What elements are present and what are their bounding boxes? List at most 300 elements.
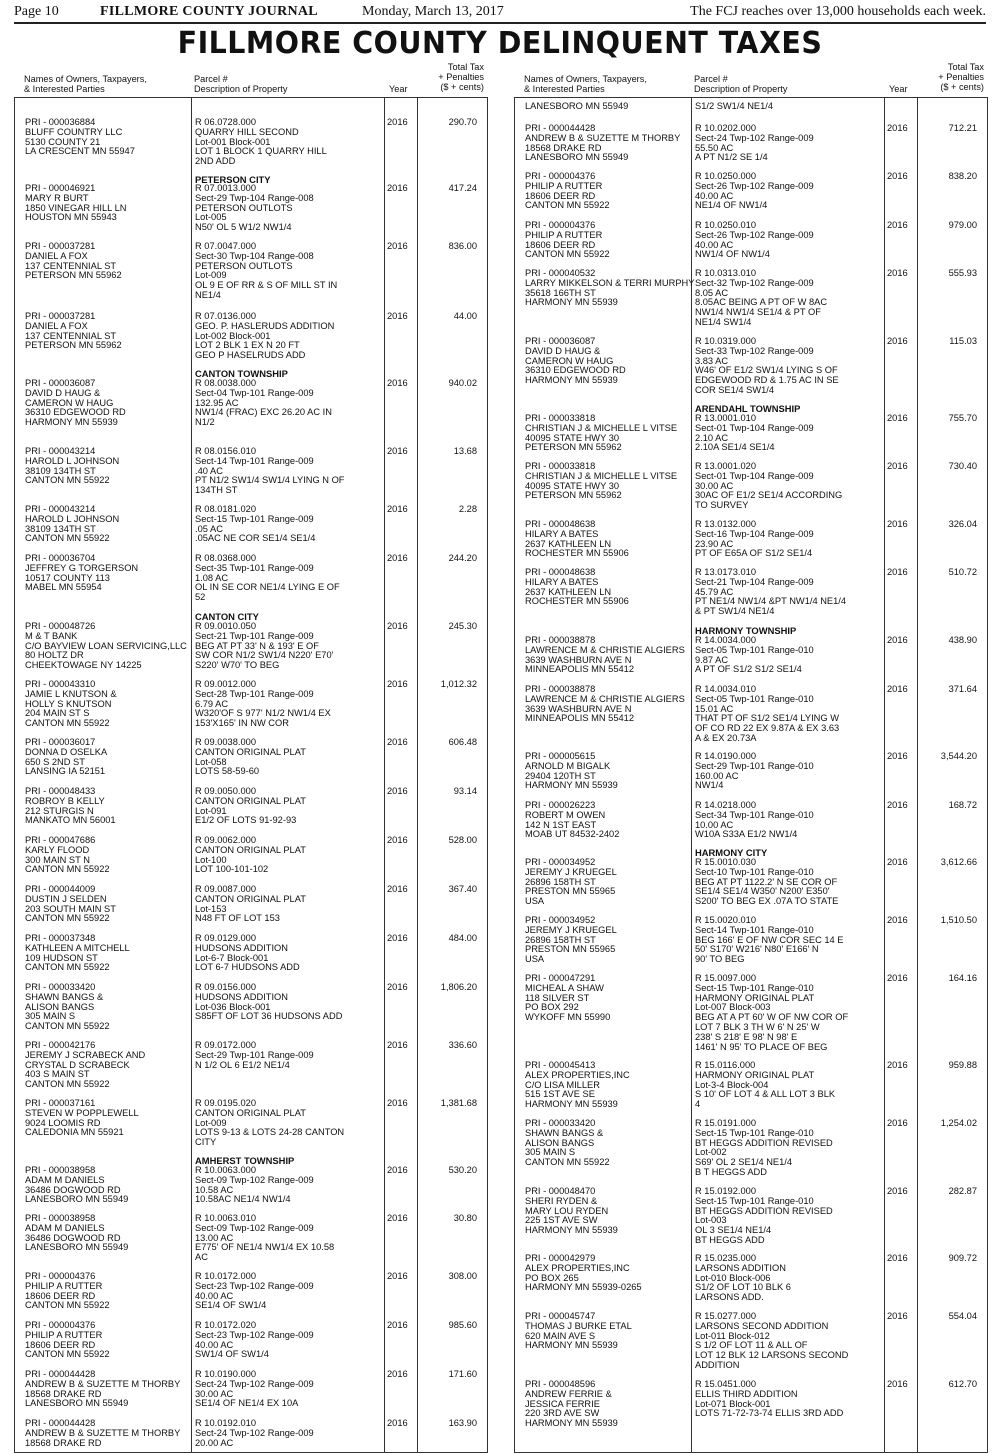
owner-info: PRI - 000044428 ANDREW B & SUZETTE M THORBY 18568 DRAKE RD LANESBORO MN 55949 <box>525 123 681 163</box>
parcel-line: Sect-16 Twp-104 Range-009 <box>695 528 814 539</box>
tax-amount: 326.04 <box>948 519 977 529</box>
header-parcel: Parcel # Description of Property <box>694 74 788 94</box>
parcel-line: Sect-24 Twp-102 Range-009 <box>195 1427 314 1438</box>
tax-record <box>515 858 987 907</box>
tax-amount: 2.28 <box>458 504 477 514</box>
parcel-line: E775' OF NE1/4 NW1/4 EX 10.58 <box>195 1242 335 1253</box>
parcel-line: Sect-28 Twp-101 Range-009 <box>195 688 314 699</box>
tax-record <box>15 311 487 361</box>
tax-year: 2016 <box>887 751 908 761</box>
section-heading: CANTON CITY <box>195 611 259 622</box>
tax-year: 2016 <box>887 684 908 694</box>
parcel-line: HUDSONS ADDITION <box>195 991 288 1002</box>
parcel-line: 8.05 AC <box>695 287 729 298</box>
tax-record <box>15 505 487 544</box>
tax-record <box>15 934 487 973</box>
parcel-description <box>195 885 381 924</box>
tax-record <box>515 973 987 1052</box>
tax-amount: 367.40 <box>448 884 477 894</box>
parcel-description <box>195 738 381 777</box>
parcel-line: BEG AT A PT 60' W OF NW COR OF <box>695 1012 849 1023</box>
parcel-line: Lot-009 <box>195 270 227 281</box>
parcel-description <box>195 1099 381 1148</box>
parcel-line: R 08.0368.000 <box>195 553 256 563</box>
parcel-description <box>195 312 381 361</box>
tax-record <box>515 336 987 395</box>
parcel-line: LOTS 58-59-60 <box>195 766 260 777</box>
parcel-line: S69' OL 2 SE1/4 NE1/4 <box>695 1157 793 1168</box>
parcel-description <box>195 680 381 729</box>
page-number: Page 10 <box>14 4 59 19</box>
tax-year: 2016 <box>387 1271 408 1281</box>
parcel-line: OL IN SE COR NE1/4 LYING E OF <box>195 582 340 593</box>
parcel-line: BT HEGGS ADDITION REVISED <box>695 1137 833 1148</box>
parcel-line: 30.00 AC <box>195 1388 234 1399</box>
tax-amount: 836.00 <box>448 241 477 251</box>
tax-record <box>515 916 987 965</box>
tax-record <box>15 1370 487 1409</box>
owner-info: PRI - 000034952 JEREMY J KRUEGEL 26896 158TH ST PRESTON MN 55965 USA <box>525 857 617 907</box>
parcel-line: R 09.0156.000 <box>195 982 256 992</box>
parcel-line: 160.00 AC <box>695 770 739 781</box>
tax-year: 2016 <box>387 933 408 943</box>
parcel-description <box>195 836 381 875</box>
tax-amount: 1,012.32 <box>440 679 477 689</box>
parcel-line: LOT 2 BLK 1 EX N 20 FT <box>195 340 300 351</box>
tax-year: 2016 <box>387 786 408 796</box>
section-heading: PETERSON CITY <box>195 174 271 185</box>
parcel-line: NW1/4 NW1/4 SE1/4 & PT OF <box>695 307 821 318</box>
owner-info: PRI - 000037281 DANIEL A FOX 137 CENTENNIAL ST PETERSON MN 55962 <box>25 241 122 281</box>
parcel-line: OL 3 SE1/4 NE1/4 <box>695 1225 772 1236</box>
owner-info: PRI - 000043310 JAMIE L KNUTSON & HOLLY S KNUTSON 204 MAIN ST S CANTON MN 55922 <box>25 679 117 729</box>
parcel-line: R 10.0313.010 <box>695 268 756 278</box>
tax-amount: 3,544.20 <box>940 751 977 761</box>
parcel-line: Lot-007 Block-003 <box>695 1002 771 1013</box>
parcel-line: R 15.0020.010 <box>695 915 756 925</box>
parcel-line: THAT PT OF S1/2 SE1/4 LYING W <box>695 713 839 724</box>
owner-info: PRI - 000033420 SHAWN BANGS & ALISON BANGS 305 MAIN S CANTON MN 55922 <box>525 1118 610 1168</box>
parcel-line: A PT OF S1/2 S1/2 SE1/4 <box>695 664 802 675</box>
header-names: Names of Owners, Taxpayers, & Interested Parties <box>24 74 147 94</box>
tax-year: 2016 <box>387 1098 408 1108</box>
parcel-line: Sect-32 Twp-102 Range-009 <box>695 277 814 288</box>
tax-record <box>515 414 987 453</box>
parcel-line: CANTON ORIGINAL PLAT <box>195 893 306 904</box>
parcel-line: OL 9 E OF RR & S OF MILL ST IN <box>195 280 338 291</box>
tax-year: 2016 <box>887 171 908 181</box>
tax-record <box>515 636 987 675</box>
parcel-description <box>195 934 381 973</box>
owner-info: PRI - 000044009 DUSTIN J SELDEN 203 SOUTH MAIN ST CANTON MN 55922 <box>25 884 116 924</box>
parcel-line: 90' TO BEG <box>695 954 745 965</box>
parcel-line: 10.00 AC <box>695 819 734 830</box>
owner-info: PRI - 000036017 DONNA D OSELKA 650 S 2ND ST LANSING IA 52151 <box>25 737 108 777</box>
parcel-line: R 09.0012.000 <box>195 679 256 689</box>
parcel-line: SE1/4 SE1/4 W350' N200' E350' <box>695 886 830 897</box>
parcel-line: Sect-14 Twp-101 Range-009 <box>195 455 314 466</box>
parcel-line: R 09.0087.000 <box>195 884 256 894</box>
parcel-line: R 15.0097.000 <box>695 973 756 983</box>
owner-info: PRI - 000036087 DAVID D HAUG & CAMERON W HAUG 36310 EDGEWOOD RD HARMONY MN 55939 <box>25 378 126 428</box>
parcel-line: SW COR N1/2 SW1/4 N220' E70' <box>195 650 334 661</box>
parcel-line: Sect-29 Twp-101 Range-009 <box>195 1049 314 1060</box>
tax-record <box>15 787 487 826</box>
parcel-description <box>695 124 881 163</box>
parcel-line: Sect-15 Twp-101 Range-009 <box>195 513 314 524</box>
parcel-line: Lot-3-4 Block-004 <box>695 1079 769 1090</box>
owner-info: PRI - 000004376 PHILIP A RUTTER 18606 DEER RD CANTON MN 55922 <box>525 171 610 211</box>
tax-record <box>515 684 987 743</box>
parcel-line: LOT 100-101-102 <box>195 864 269 875</box>
parcel-line: S 1/2 OF LOT 11 & ALL OF <box>695 1340 808 1351</box>
parcel-line: QUARRY HILL SECOND <box>195 126 299 137</box>
tax-year: 2016 <box>387 311 408 321</box>
parcel-line: SW1/4 OF SW1/4 <box>195 1349 269 1360</box>
owner-info: PRI - 000036087 DAVID D HAUG & CAMERON W HAUG 36310 EDGEWOOD RD HARMONY MN 55939 <box>525 336 626 386</box>
tax-amount: 555.93 <box>948 268 977 278</box>
parcel-line: R 07.0013.000 <box>195 183 256 193</box>
parcel-description <box>695 414 881 453</box>
parcel-line: CANTON ORIGINAL PLAT <box>195 844 306 855</box>
tax-amount: 308.00 <box>448 1271 477 1281</box>
right-column-header <box>514 62 986 96</box>
parcel-description <box>695 337 881 396</box>
parcel-description <box>195 787 381 826</box>
section-heading: ARENDAHL TOWNSHIP <box>695 403 801 414</box>
reach-tagline: The FCJ reaches over 13,000 households each week. <box>690 4 986 19</box>
parcel-line: BT HEGGS ADDITION REVISED <box>695 1205 833 1216</box>
parcel-line: R 08.0038.000 <box>195 378 256 388</box>
parcel-line: S 10' OF LOT 4 & ALL LOT 3 BLK <box>695 1089 836 1100</box>
parcel-line: Sect-05 Twp-101 Range-010 <box>695 644 814 655</box>
parcel-description <box>195 1321 381 1360</box>
parcel-description <box>695 916 881 965</box>
parcel-description <box>195 505 381 544</box>
tax-year: 2016 <box>387 835 408 845</box>
tax-amount: 510.72 <box>948 567 977 577</box>
parcel-line: Sect-04 Twp-101 Range-009 <box>195 387 314 398</box>
parcel-line: R 09.0172.000 <box>195 1040 256 1050</box>
parcel-description <box>695 1254 881 1303</box>
parcel-line: R 13.0001.020 <box>695 461 756 471</box>
owner-info: PRI - 000045747 THOMAS J BURKE ETAL 620 MAIN AVE S HARMONY MN 55939 <box>525 1311 632 1351</box>
tax-record <box>15 885 487 924</box>
parcel-description <box>695 1312 881 1371</box>
tax-year: 2016 <box>887 915 908 925</box>
parcel-line: 30AC OF E1/2 SE1/4 ACCORDING <box>695 490 843 501</box>
tax-amount: 371.64 <box>948 684 977 694</box>
parcel-line: 15.01 AC <box>695 703 734 714</box>
owner-info: PRI - 000038958 ADAM M DANIELS 36486 DOGWOOD RD LANESBORO MN 55949 <box>25 1165 129 1205</box>
parcel-line: Sect-29 Twp-101 Range-010 <box>695 760 814 771</box>
tax-record <box>15 183 487 233</box>
parcel-line: R 10.0190.000 <box>195 1369 256 1379</box>
parcel-line: R 09.0062.000 <box>195 835 256 845</box>
owner-info: PRI - 000043214 HAROLD L JOHNSON 38109 134TH ST CANTON MN 55922 <box>25 504 120 544</box>
owner-info: PRI - 000004376 PHILIP A RUTTER 18606 DEER RD CANTON MN 55922 <box>25 1320 110 1360</box>
parcel-line: ADDITION <box>695 1359 740 1370</box>
parcel-line: PT OF E65A OF S1/2 SE1/4 <box>695 548 813 559</box>
tax-record <box>15 446 487 496</box>
parcel-line: SE1/4 OF SW1/4 <box>195 1300 267 1311</box>
parcel-line: Sect-34 Twp-101 Range-010 <box>695 809 814 820</box>
parcel-line: R 15.0192.000 <box>695 1186 756 1196</box>
tax-amount: 290.70 <box>448 117 477 127</box>
tax-record <box>15 1272 487 1311</box>
tax-record <box>515 461 987 511</box>
tax-amount: 3,612.66 <box>940 857 977 867</box>
tax-amount: 164.16 <box>948 973 977 983</box>
parcel-description <box>195 379 381 428</box>
parcel-line: 23.90 AC <box>695 538 734 549</box>
parcel-line: R 09.0195.020 <box>195 1098 256 1108</box>
parcel-description <box>195 622 381 671</box>
parcel-line: TO SURVEY <box>695 500 749 511</box>
parcel-description <box>695 269 881 328</box>
parcel-line: Sect-21 Twp-104 Range-009 <box>695 576 814 587</box>
parcel-line: BEG 166' E OF NW COR SEC 14 E <box>695 934 844 945</box>
owner-info: PRI - 000043214 HAROLD L JOHNSON 38109 134TH ST CANTON MN 55922 <box>25 446 120 486</box>
parcel-description <box>695 1119 881 1178</box>
section-heading: HARMONY TOWNSHIP <box>695 625 797 636</box>
parcel-line: R 08.0156.010 <box>195 446 256 456</box>
tax-record <box>515 1253 987 1303</box>
parcel-line: R 10.0172.020 <box>195 1320 256 1330</box>
parcel-line: Lot-100 <box>195 854 227 865</box>
parcel-description <box>695 1380 881 1419</box>
parcel-description <box>695 520 881 559</box>
tax-record <box>15 379 487 428</box>
parcel-description <box>195 554 381 603</box>
tax-year: 2016 <box>387 621 408 631</box>
tax-record <box>15 1041 487 1090</box>
parcel-line: Lot-002 Block-001 <box>195 330 271 341</box>
tax-year: 2016 <box>387 1418 408 1428</box>
parcel-line: LOTS 9-13 & LOTS 24-28 CANTON <box>195 1127 345 1138</box>
parcel-line: OF CO RD 22 EX 9.87A & EX 3.63 <box>695 723 840 734</box>
owner-info: PRI - 000048433 ROBROY B KELLY 212 STURGIS N MANKATO MN 56001 <box>25 786 116 826</box>
tax-amount: 712.21 <box>948 123 977 133</box>
parcel-line: 50' S170' W216' N80' E166' N <box>695 944 819 955</box>
parcel-line: 10.58 AC <box>195 1184 234 1195</box>
parcel-line: Sect-26 Twp-102 Range-009 <box>695 180 814 191</box>
tax-amount: 244.20 <box>448 553 477 563</box>
owner-info: PRI - 000037281 DANIEL A FOX 137 CENTENNIAL ST PETERSON MN 55962 <box>25 311 122 351</box>
tax-amount: 336.60 <box>448 1040 477 1050</box>
parcel-line: N1/2 <box>195 417 215 428</box>
parcel-line: LOT 6-7 HUDSONS ADD <box>195 962 300 973</box>
parcel-line: 40.00 AC <box>195 1339 234 1350</box>
tax-record <box>515 567 987 617</box>
owner-info: PRI - 000042979 ALEX PROPERTIES,INC PO BOX 265 HARMONY MN 55939-0265 <box>525 1253 642 1293</box>
parcel-description <box>695 462 881 511</box>
tax-amount: 612.70 <box>948 1379 977 1389</box>
parcel-line: .05 AC <box>195 523 223 534</box>
parcel-line: 9.87 AC <box>695 654 729 665</box>
header-names: Names of Owners, Taxpayers, & Interested Parties <box>524 74 647 94</box>
tax-year: 2016 <box>887 1060 908 1070</box>
tax-year: 2016 <box>887 461 908 471</box>
parcel-line: R 10.0250.010 <box>695 220 756 230</box>
parcel-line: S85FT OF LOT 36 HUDSONS ADD <box>195 1011 343 1022</box>
parcel-line: LOT 1 BLOCK 1 QUARRY HILL <box>195 146 327 157</box>
tax-year: 2016 <box>387 1165 408 1175</box>
parcel-line: EDGEWOOD RD & 1.75 AC IN SE <box>695 375 839 386</box>
parcel-line: NW1/4 OF NW1/4 <box>695 249 770 260</box>
parcel-line: HUDSONS ADDITION <box>195 942 288 953</box>
owner-info: PRI - 000033818 CHRISTIAN J & MICHELLE L VITSE 40095 STATE HWY 30 PETERSON MN 55962 <box>525 413 678 453</box>
tax-amount: 417.24 <box>448 183 477 193</box>
tax-year: 2016 <box>387 378 408 388</box>
parcel-line: 8.05AC BEING A PT OF W 8AC <box>695 297 828 308</box>
parcel-description <box>195 447 381 496</box>
parcel-line: BEG AT PT 33' N & 193' E OF <box>195 640 319 651</box>
parcel-line: 238' S 218' E 98' N 98' E <box>695 1031 798 1042</box>
parcel-line: PT NE1/4 NW1/4 &PT NW1/4 NE1/4 <box>695 596 847 607</box>
tax-record <box>15 622 487 671</box>
parcel-line: HARMONY ORIGINAL PLAT <box>695 992 815 1003</box>
tax-year: 2016 <box>887 1253 908 1263</box>
parcel-line: R 15.0451.000 <box>695 1379 756 1389</box>
parcel-line: .05AC NE COR SE1/4 SE1/4 <box>195 533 316 544</box>
parcel-description <box>195 184 381 233</box>
section-heading: HARMONY CITY <box>695 847 768 858</box>
parcel-description <box>695 221 881 260</box>
parcel-line: E1/2 OF LOTS 91-92-93 <box>195 815 297 826</box>
parcel-line: 2ND ADD <box>195 156 236 167</box>
tax-record <box>15 1321 487 1360</box>
owner-info: PRI - 000005615 ARNOLD M BIGALK 29404 120TH ST HARMONY MN 55939 <box>525 751 618 791</box>
parcel-line: R 09.0129.000 <box>195 933 256 943</box>
parcel-description <box>695 685 881 744</box>
tax-year: 2016 <box>887 635 908 645</box>
parcel-description <box>195 118 381 167</box>
owner-info: PRI - 000038958 ADAM M DANIELS 36486 DOGWOOD RD LANESBORO MN 55949 <box>25 1213 129 1253</box>
parcel-line: CANTON ORIGINAL PLAT <box>195 795 306 806</box>
tax-record <box>15 680 487 729</box>
tax-record <box>15 983 487 1032</box>
tax-year: 2016 <box>387 446 408 456</box>
parcel-description <box>695 752 881 791</box>
parcel-line: R 10.0172.000 <box>195 1271 256 1281</box>
parcel-line: LARSONS ADD. <box>695 1292 764 1303</box>
parcel-line: Sect-10 Twp-101 Range-010 <box>695 866 814 877</box>
parcel-line: R 10.0192.010 <box>195 1418 256 1428</box>
tax-amount: 1,254.02 <box>940 1118 977 1128</box>
tax-year: 2016 <box>387 982 408 992</box>
tax-amount: 1,381.68 <box>440 1098 477 1108</box>
parcel-line: PETERSON OUTLOTS <box>195 260 293 271</box>
parcel-line: 2.10A SE1/4 SE1/4 <box>695 442 775 453</box>
parcel-line: S220' W70' TO BEG <box>195 660 280 671</box>
parcel-line: LOTS 71-72-73-74 ELLIS 3RD ADD <box>695 1408 844 1419</box>
parcel-line: NW1/4 (FRAC) EXC 26.20 AC IN <box>195 407 332 418</box>
parcel-line: Lot-6-7 Block-001 <box>195 952 269 963</box>
tax-year: 2016 <box>387 117 408 127</box>
parcel-line: Lot-153 <box>195 903 227 914</box>
parcel-line: Lot-091 <box>195 805 227 816</box>
tax-record <box>15 1213 487 1263</box>
tax-record <box>515 221 987 260</box>
parcel-line: R 15.0191.000 <box>695 1118 756 1128</box>
tax-year: 2016 <box>387 183 408 193</box>
parcel-line: PETERSON OUTLOTS <box>195 202 293 213</box>
section-heading: CANTON TOWNSHIP <box>195 368 288 379</box>
parcel-line: R 09.0050.000 <box>195 786 256 796</box>
parcel-line: GEO. P. HASLERUDS ADDITION <box>195 320 335 331</box>
header-year: Year <box>389 84 408 94</box>
parcel-line: 52 <box>195 592 206 603</box>
tax-amount: 282.87 <box>948 1186 977 1196</box>
parcel-line: Lot-005 <box>195 212 227 223</box>
parcel-description <box>695 858 881 907</box>
parcel-line: Sect-09 Twp-102 Range-009 <box>195 1174 314 1185</box>
parcel-description <box>195 1370 381 1409</box>
tax-amount: 438.90 <box>948 635 977 645</box>
parcel-description <box>195 1041 381 1070</box>
owner-info: LANESBORO MN 55949 <box>525 101 629 111</box>
owner-info: PRI - 000026223 ROBERT M OWEN 142 N 1ST EAST MOAB UT 84532-2402 <box>525 800 620 840</box>
tax-record <box>15 1166 487 1205</box>
parcel-line: R 15.0277.000 <box>695 1311 756 1321</box>
tax-amount: 115.03 <box>949 336 977 346</box>
parcel-line: R 13.0132.000 <box>695 519 756 529</box>
parcel-line: 132.95 AC <box>195 397 239 408</box>
parcel-line: Sect-24 Twp-102 Range-009 <box>695 132 814 143</box>
parcel-line: N50' OL 5 W1/2 NW1/4 <box>195 222 292 233</box>
section-heading: AMHERST TOWNSHIP <box>195 1155 295 1166</box>
parcel-line: 1.08 AC <box>195 572 229 583</box>
parcel-line: Lot-001 Block-001 <box>195 136 271 147</box>
parcel-line: BEG AT PT 1122.2' N SE COR OF <box>695 876 838 887</box>
parcel-description <box>195 242 381 301</box>
tax-amount: 1,510.50 <box>940 915 977 925</box>
header-total: Total Tax + Penalties ($ + cents) <box>938 62 984 92</box>
tax-amount: 528.00 <box>448 835 477 845</box>
parcel-line: Sect-33 Twp-102 Range-009 <box>695 345 814 356</box>
tax-record <box>15 1098 487 1148</box>
tax-year: 2016 <box>387 241 408 251</box>
parcel-line: Lot-010 Block-006 <box>695 1272 771 1283</box>
tax-year: 2016 <box>887 1379 908 1389</box>
parcel-line: W320'OF S 977' N1/2 NW1/4 EX <box>195 708 331 719</box>
tax-amount: 171.60 <box>448 1369 477 1379</box>
parcel-line: 4 <box>695 1099 701 1110</box>
tax-amount: 1,806.20 <box>440 982 477 992</box>
tax-year: 2016 <box>887 973 908 983</box>
owner-info: PRI - 000048596 ANDREW FERRIE & JESSICA FERRIE 220 3RD AVE SW HARMONY MN 55939 <box>525 1379 618 1429</box>
parcel-line: N48 FT OF LOT 153 <box>195 913 280 924</box>
parcel-line: N 1/2 OL 6 E1/2 NE1/4 <box>195 1059 290 1070</box>
parcel-description <box>695 636 881 675</box>
parcel-line: R 10.0063.000 <box>195 1165 256 1175</box>
tax-amount: 93.14 <box>453 786 477 796</box>
parcel-line: .40 AC <box>195 465 223 476</box>
owner-info: PRI - 000046921 MARY R BURT 1850 VINEGAR HILL LN HOUSTON MN 55943 <box>25 183 127 223</box>
owner-info: PRI - 000042176 JEREMY J SCRABECK AND CRYSTAL D SCRABECK 403 S MAIN ST CANTON MN 55922 <box>25 1040 146 1090</box>
tax-year: 2016 <box>387 553 408 563</box>
owner-info: PRI - 000048638 HILARY A BATES 2637 KATHLEEN LN ROCHESTER MN 55906 <box>525 567 629 607</box>
parcel-line: A & EX 20.73A <box>695 732 757 743</box>
tax-amount: 44.00 <box>453 311 477 321</box>
parcel-line: R 14.0034.000 <box>695 635 756 645</box>
parcel-description <box>695 1061 881 1110</box>
owner-info: PRI - 000033818 CHRISTIAN J & MICHELLE L VITSE 40095 STATE HWY 30 PETERSON MN 55962 <box>525 461 678 501</box>
tax-year: 2016 <box>887 857 908 867</box>
tax-record <box>515 1186 987 1245</box>
parcel-line: R 13.0173.010 <box>695 567 756 577</box>
